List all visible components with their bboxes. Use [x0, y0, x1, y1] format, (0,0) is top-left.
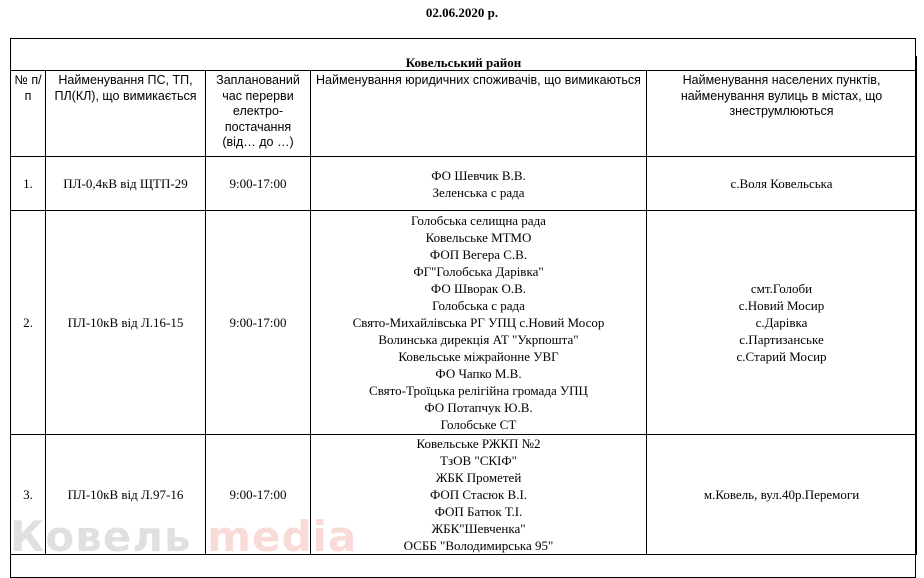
consumer-item: ФГ"Голобська Дарівка"	[413, 264, 544, 279]
row-time: 9:00-17:00	[206, 157, 311, 211]
settlement-item: с.Новий Мосир	[738, 298, 825, 313]
consumer-item: Ковельське МТМО	[425, 230, 532, 245]
consumer-item: Свято-Троїцька релігійна громада УПЦ	[369, 383, 588, 398]
table-row	[11, 157, 917, 211]
region-title: Ковельський район	[11, 56, 917, 71]
consumer-item: ЖБК Прометей	[435, 470, 522, 485]
header-object: Найменування ПС, ТП, ПЛ(КЛ), що вимикається	[46, 71, 206, 157]
row-settlements	[647, 211, 917, 435]
consumer-item: ФО Шворак О.В.	[430, 281, 527, 296]
consumer-item: Голобське СТ	[440, 417, 517, 432]
row-num: 3.	[11, 435, 46, 555]
row-num: 1.	[11, 157, 46, 211]
row-time: 9:00-17:00	[206, 211, 311, 435]
settlement-item: м.Ковель, вул.40р.Перемоги	[703, 487, 860, 502]
consumer-item: ФО Потапчук Ю.В.	[424, 400, 533, 415]
row-time: 9:00-17:00	[206, 435, 311, 555]
outage-table	[10, 56, 917, 555]
settlement-item: с.Старий Мосир	[736, 349, 827, 364]
consumer-item: ЖБК"Шевченка"	[431, 521, 526, 536]
consumer-item: Голобська селищна рада	[411, 213, 546, 228]
watermark-part2: media	[207, 512, 358, 561]
row-object: ПЛ-0,4кВ від ЩТП-29	[46, 157, 206, 211]
settlement-item: с.Партизанське	[739, 332, 824, 347]
row-consumers	[311, 435, 647, 555]
consumer-item: ФОП Стасюк В.І.	[429, 487, 528, 502]
row-settlements	[647, 435, 917, 555]
header-settlements: Найменування населених пунктів, найменування вулиць в містах, що знеструмлюються	[647, 71, 917, 157]
consumer-item: ОСББ "Володимирська 95"	[403, 538, 554, 553]
consumer-item: Зеленська с рада	[432, 184, 525, 200]
consumer-item: ФОП Батюк Т.І.	[434, 504, 523, 519]
header-consumers: Найменування юридичних споживачів, що вимикаються	[311, 71, 647, 157]
row-object: ПЛ-10кВ від Л.16-15	[46, 211, 206, 435]
table-row	[11, 211, 917, 435]
row-consumers	[311, 157, 647, 211]
consumer-item: ФОП Вегера С.В.	[429, 247, 528, 262]
consumer-item: Волинська дирекція АТ "Укрпошта"	[378, 332, 579, 347]
row-consumers	[311, 211, 647, 435]
consumer-item: Свято-Михайлівська РГ УПЦ с.Новий Мосор	[352, 315, 605, 330]
consumer-item: ТзОВ "СКІФ"	[440, 453, 517, 468]
row-object: ПЛ-10кВ від Л.97-16	[46, 435, 206, 555]
consumer-item: Голобська с рада	[432, 298, 525, 313]
consumer-item: ФО Шевчик В.В.	[431, 167, 526, 183]
watermark-logo	[10, 512, 357, 561]
document-date: 02.06.2020 р.	[425, 5, 499, 20]
watermark-part1: Ковель	[10, 512, 192, 561]
consumer-item: ФО Чапко М.В.	[435, 366, 522, 381]
header-time: Запланований час перерви електро-постачання (від… до …)	[206, 71, 311, 157]
consumer-item: Ковельське міжрайонне УВГ	[398, 349, 559, 364]
header-num: № п/п	[11, 71, 46, 157]
settlement-item: смт.Голоби	[750, 281, 813, 296]
row-num: 2.	[11, 211, 46, 435]
row-settlements	[647, 157, 917, 211]
settlement-item: с.Дарівка	[755, 315, 808, 330]
settlement-item: с.Воля Ковельська	[730, 176, 833, 191]
consumer-item: Ковельське РЖКП №2	[416, 436, 541, 451]
